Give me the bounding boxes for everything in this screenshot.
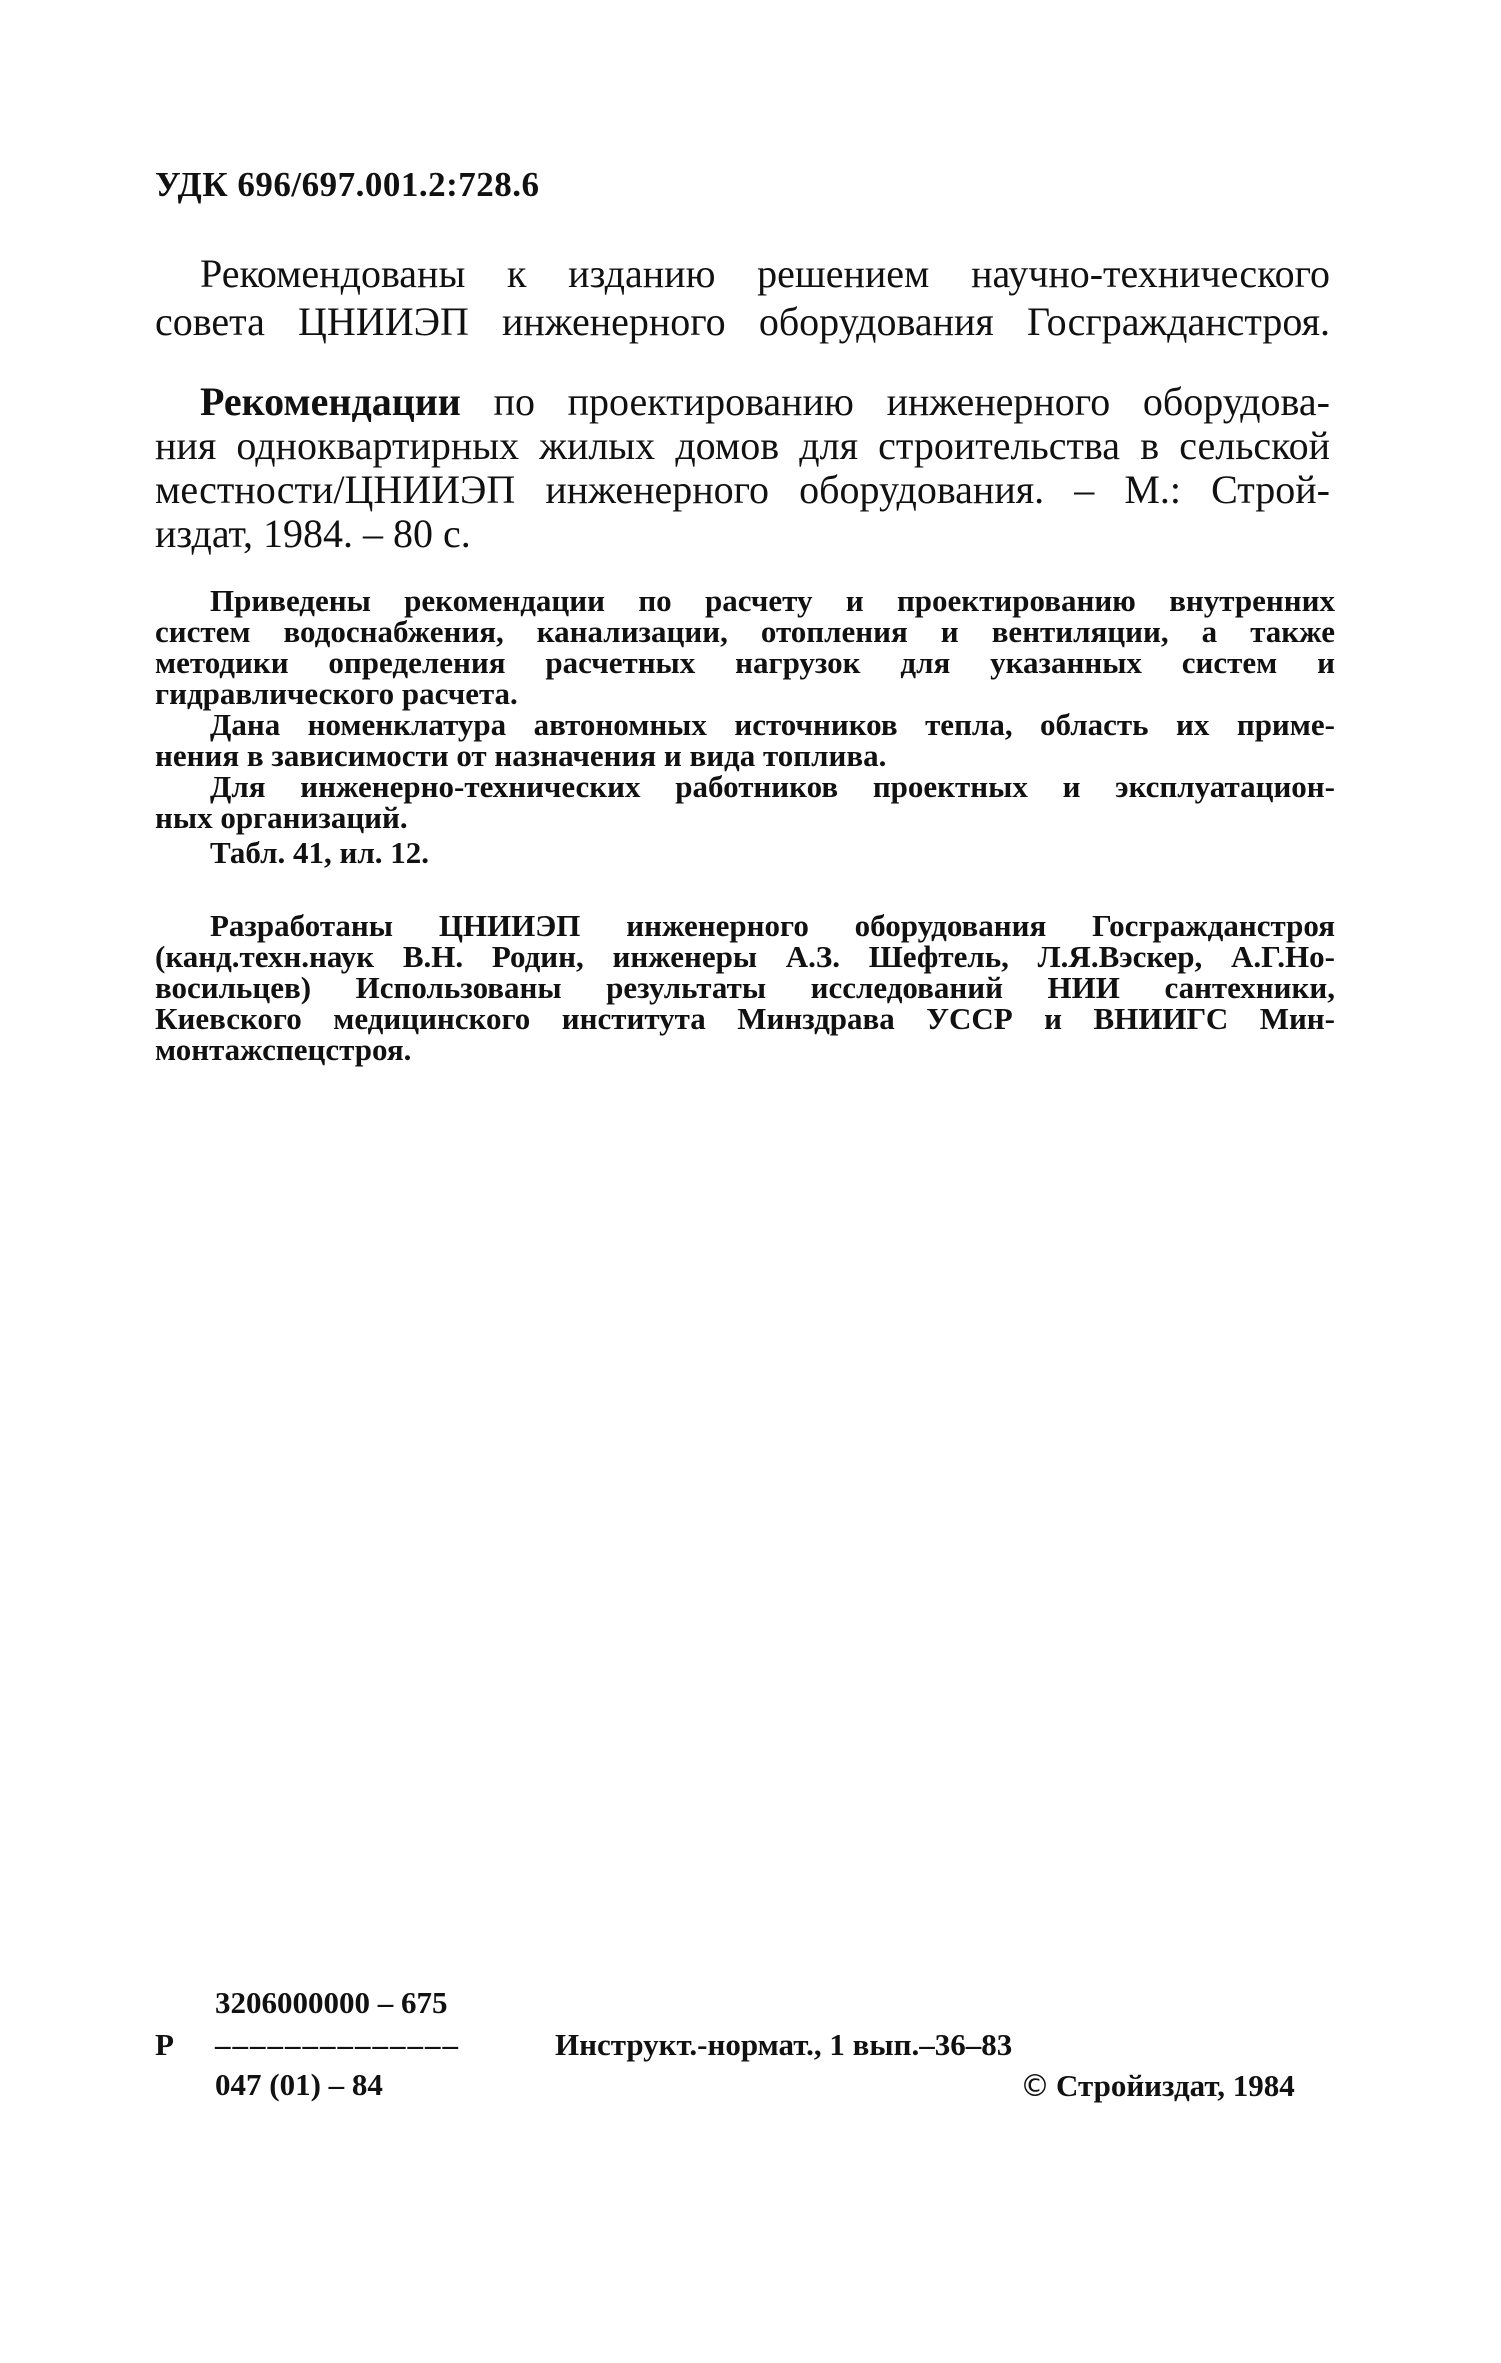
copyright-notice bbox=[1020, 2068, 1295, 2104]
publication-recommendation bbox=[155, 250, 1330, 346]
annotation-line: ных организаций. bbox=[155, 800, 408, 835]
annotation-line: методики определения расчетных нагрузок для указанных систем и bbox=[155, 645, 1335, 680]
imprint-denominator: 047 (01) – 84 bbox=[215, 2067, 383, 2102]
developers-line: монтажспецстроя. bbox=[155, 1032, 412, 1067]
annotation-paragraph-1 bbox=[155, 585, 1335, 709]
developers-credits bbox=[155, 910, 1335, 1065]
developers-line: (канд.техн.наук В.Н. Родин, инженеры А.З. Шефтель, Л.Я.Вэскер, А.Г.Но- bbox=[155, 939, 1335, 974]
developers-line: Киевского медицинского института Минздрава УССР и ВНИИГС Мин- bbox=[155, 1001, 1335, 1036]
biblio-line-2: ния одноквартирных жилых домов для строительства в сельской bbox=[155, 423, 1330, 468]
imprint-letter: Р bbox=[155, 2027, 174, 2062]
developers-line: восильцев) Использованы результаты исследований НИИ сантехники, bbox=[155, 970, 1335, 1005]
biblio-line-4: издат, 1984. – 80 с. bbox=[155, 511, 471, 556]
imprint-fraction-rule: –––––––––––––– bbox=[215, 2027, 460, 2062]
biblio-line-1 bbox=[155, 380, 1330, 424]
copyright-text: Стройиздат, 1984 bbox=[1056, 2068, 1295, 2103]
biblio-title-lead: Рекомендации bbox=[200, 379, 461, 424]
annotation-paragraph-3 bbox=[155, 771, 1335, 833]
developers-line: Разработаны ЦНИИЭП инженерного оборудования Госгражданстроя bbox=[210, 908, 1335, 943]
annotation-line: систем водоснабжения, канализации, отопления и вентиляции, а также bbox=[155, 614, 1335, 649]
annotation-paragraph-2 bbox=[155, 709, 1335, 771]
annotation-line: Дана номенклатура автономных источников тепла, область их приме- bbox=[210, 707, 1335, 742]
recommendation-line-2: совета ЦНИИЭП инженерного оборудования Госгражданстроя. bbox=[155, 299, 1330, 344]
bibliographic-description bbox=[155, 380, 1330, 556]
annotation-line: Приведены рекомендации по расчету и проектированию внутренних bbox=[210, 583, 1335, 618]
annotation-line: гидравлического расчета. bbox=[155, 676, 518, 711]
tables-figures-count: Табл. 41, ил. 12. bbox=[210, 835, 430, 870]
annotation-line: Для инженерно-технических работников проектных и эксплуатацион- bbox=[210, 769, 1335, 804]
copyright-icon: © bbox=[1020, 2069, 1050, 2104]
imprint-series: Инструкт.-нормат., 1 вып.–36–83 bbox=[555, 2027, 1013, 2062]
annotation-line: нения в зависимости от назначения и вида топлива. bbox=[155, 738, 887, 773]
biblio-title-rest: по проектированию инженерного оборудова- bbox=[460, 379, 1330, 424]
udk-code: УДК 696/697.001.2:728.6 bbox=[155, 165, 540, 204]
biblio-line-3: местности/ЦНИИЭП инженерного оборудования. – М.: Строй- bbox=[155, 467, 1330, 512]
annotation bbox=[155, 585, 1335, 868]
recommendation-line-1: Рекомендованы к изданию решением научно-технического bbox=[200, 251, 1330, 296]
imprint-numerator: 3206000000 – 675 bbox=[215, 1985, 448, 2020]
